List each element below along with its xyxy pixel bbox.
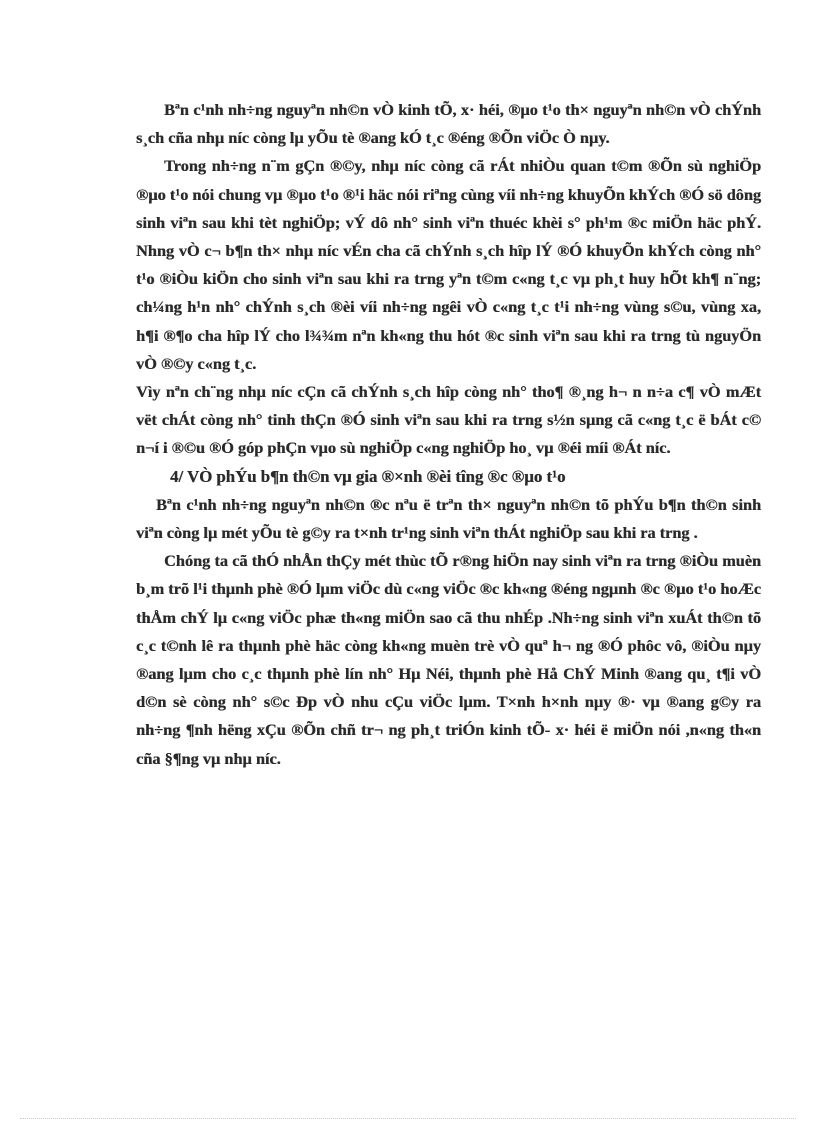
paragraph-5: Chóng ta cã thÓ nhÅn thÇy mét thùc tÕ r®ng hiÖn nay sinh viªn ra trng ®iÒu muèn b¸m trõ l¹i thµnh phè ®Ó lµm viÖc dù c«ng viÖc ®c kh«ng ®éng ngµnh ®c ®µo t¹o hoÆc thÅm chÝ lµ c«ng viÖc phæ th«ng miÖn sao cã thu nhÉp .Nh÷ng sinh viªn xuÁt th©n tõ c¸c t©nh lê ra thµnh phè häc còng kh«ng muèn trè vÒ quª h¬ ng ®Ó phôc vô, ®iÒu nµy ®ang lµm cho c¸c thµnh phè lín nh° Hµ Néi, thµnh phè Hå ChÝ Minh ®ang qu¸ t¶i vÒ d©n sè còng nh° s©c Ðp vÒ nhu cÇu viÖc lµm. T×nh h×nh nµy ®· vµ ®ang g©y ra nh÷ng ¶nh hëng xÇu ®Õn chñ tr¬ ng ph¸t triÓn kinh tÕ- x· héi ë miÖn nói ,n«ng th«n cña §¶ng vµ nhµ níc. bbox=[136, 551, 761, 768]
document-body bbox=[136, 96, 761, 773]
paragraph-1: Bªn c¹nh nh÷ng nguyªn nh©n vÒ kinh tÕ, x· héi, ®µo t¹o th× nguyªn nh©n vÒ chÝnh s¸ch cña nhµ níc còng lµ yÕu tè ®ang kÓ t¸c ®éng ®Õn viÖc Ò nµy. bbox=[136, 100, 761, 148]
section-heading: 4/ VÒ phÝu b¶n th©n vµ gia ®×nh ®èi tîng ®c ®µo t¹o bbox=[170, 466, 566, 486]
paragraph-3: Vìy nªn ch¨ng nhµ níc cÇn cã chÝnh s¸ch hîp còng nh° tho¶ ®¸ng h¬ n n÷a c¶ vÒ mÆt vët chÁt còng nh° tinh thÇn ®Ó sinh viªn sau khi ra trng s½n sµng cã c«ng t¸c ë bÁt c© n¬í i ®©u ®Ó góp phÇn vµo sù nghiÖp c«ng nghiÖp ho¸ vµ ®éi míi ®Át níc. bbox=[136, 382, 761, 458]
paragraph-4: Bªn c¹nh nh÷ng nguyªn nh©n ®c nªu ë trªn th× nguyªn nh©n tõ phÝu b¶n th©n sinh viªn còng lµ mét yÕu tè g©y ra t×nh tr¹ng sinh viªn thÁt nghiÖp sau khi ra trng . bbox=[136, 494, 761, 543]
page-bottom-divider bbox=[20, 1118, 796, 1119]
paragraph-2: Trong nh÷ng n¨m gÇn ®©y, nhµ níc còng cã rÁt nhiÒu quan t©m ®Õn sù nghiÖp ®µo t¹o nói chung vµ ®µo t¹o ®¹i häc nói riªng cùng víi nh÷ng khuyÕn khÝch ®Ó sö dông sinh viªn sau khi tèt nghiÖp; vÝ dô nh° sinh viªn thuéc khèi s° ph¹m ®c miÖn häc phÝ. Nhng vÒ c¬ b¶n th× nhµ níc vÉn cha cã chÝnh s¸ch hîp lÝ ®Ó khuyÕn khÝch còng nh° t¹o ®iÒu kiÖn cho sinh viªn sau khi ra trng yªn t©m c«ng t¸c vµ ph¸t huy hÕt kh¶ n¨ng; ch¼ng h¹n nh° chÝnh s¸ch ®èi víi nh÷ng ngêi vÒ c«ng t¸c t¹i nh÷ng vùng s©u, vùng xa, h¶i ®¶o cha hîp lÝ cho l¾¾m nªn kh«ng thu hót ®c sinh viªn sau khi ra trng tù nguyÖn vÒ ®©y c«ng t¸c. bbox=[136, 156, 761, 373]
